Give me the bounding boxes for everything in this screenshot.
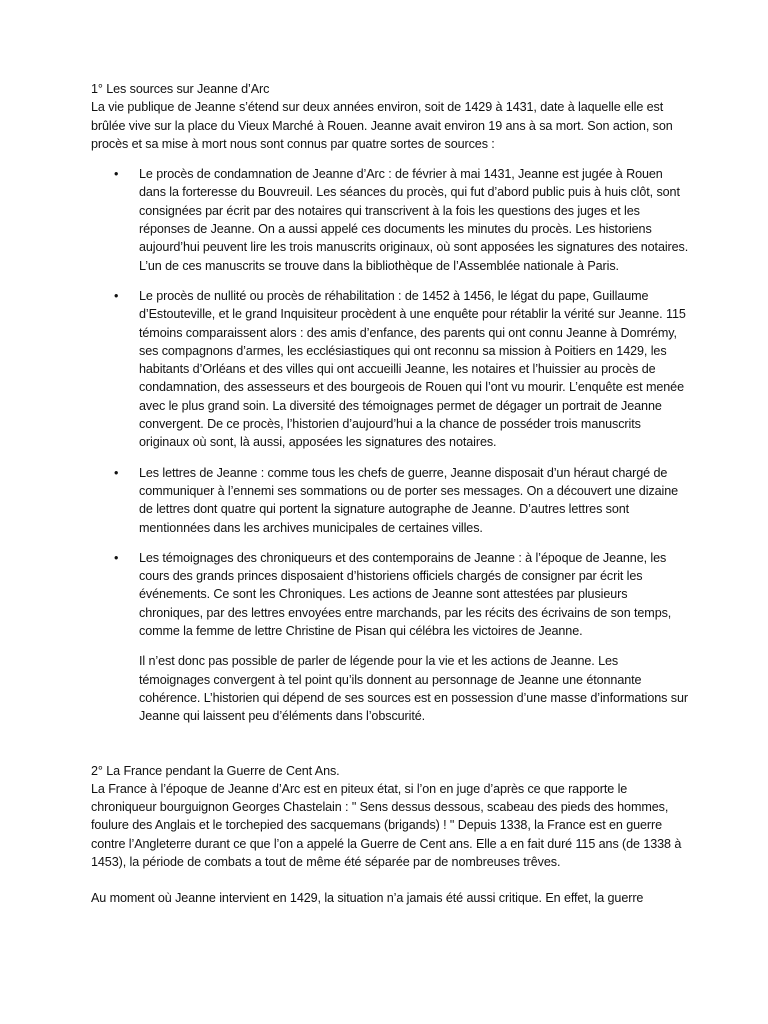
document-page: [91, 80, 689, 908]
bullet-icon: •: [114, 288, 119, 303]
sources-list: [91, 165, 689, 640]
section-2-paragraph-2: Au moment où Jeanne intervient en 1429, la situation n’a jamais été aussi critique. En effet, la guerre: [91, 891, 644, 906]
list-item: [91, 165, 689, 275]
bullet-icon: •: [114, 465, 119, 480]
section-2: [91, 762, 689, 908]
section-2-heading: 2° La France pendant la Guerre de Cent Ans.: [91, 763, 340, 778]
section-2-paragraph-1: La France à l’époque de Jeanne d’Arc est en piteux état, si l’on en juge d’après ce que rapporte le chroniqueur bourguignon Georges Chastelain : " Sens dessus dessous, scabeau des pieds des hommes, foulure des Anglais et le torchepied des sacquemans (brigands) ! " Depuis 1338, la France est en guerre contre l’Angleterre durant ce que l’on a appelé la Guerre de Cent ans. Elle a en fait duré 115 ans (de 1338 à 1453), la période de combats a tout de même été séparée par de nombreuses trêves.: [91, 781, 682, 869]
list-item: [91, 287, 689, 452]
list-item: [91, 464, 689, 537]
section-1-intro: La vie publique de Jeanne s’étend sur deux années environ, soit de 1429 à 1431, date à laquelle elle est brûlée vive sur la place du Vieux Marché à Rouen. Jeanne avait environ 19 ans à sa mort. Son action, son procès et sa mise à mort nous sont connus par quatre sortes de sources :: [91, 100, 673, 151]
list-item: [91, 549, 689, 640]
bullet-icon: •: [114, 550, 119, 565]
bullet-icon: •: [114, 167, 119, 182]
section-1-heading: 1° Les sources sur Jeanne d’Arc: [91, 82, 270, 96]
list-item-text: Le procès de nullité ou procès de réhabilitation : de 1452 à 1456, le légat du pape, Guillaume d’Estouteville, et le grand Inquisiteur procèdent à une enquête pour rétablir la vérité sur Jeanne. 115 témoins comparaissent alors : des amis d’enfance, des parents qui ont connu Jeanne à Domrémy, ses compagnons d’armes, les ecclésiastiques qui ont reconnu sa mission à Poitiers en 1429, les habitants d’Orléans et des villes qui ont accueilli Jeanne, les notaires et l’huissier au procès de condamnation, des assesseurs et des bourgeois de Rouen qui l’ont vu mourir. L’enquête est menée avec le plus grand soin. La diversité des témoignages permet de dégager un portrait de Jeanne convergent. De ce procès, l’historien d’aujourd’hui a la chance de posséder trois manuscrits originaux où sont, là aussi, apposées les signatures des notaires.: [139, 288, 686, 450]
section-1-conclusion: Il n’est donc pas possible de parler de légende pour la vie et les actions de Jeanne. Les témoignages convergent à tel point qu’ils donnent au personnage de Jeanne une étonnante cohérence. L’historien qui dépend de ses sources est en possession d’une masse d’informations sur Jeanne qui laissent peu d’éléments dans l’obscurité.: [139, 654, 688, 724]
list-item-text: Les témoignages des chroniqueurs et des contemporains de Jeanne : à l’époque de Jeanne, les cours des grands princes disposaient d’historiens officiels chargés de consigner par écrit les événements. Ce sont les Chroniques. Les actions de Jeanne sont attestées par plusieurs chroniques, par des lettres envoyées entre marchands, par les récits des écrivains de son temps, comme la femme de lettre Christine de Pisan qui célébra les victoires de Jeanne.: [139, 550, 672, 639]
list-item-text: Le procès de condamnation de Jeanne d’Arc : de février à mai 1431, Jeanne est jugée à Rouen dans la forteresse du Bouvreuil. Les séances du procès, qui fut d’abord public puis à huis clôt, sont consignées par écrit par des notaires qui transcrivent à la fois les questions des juges et les réponses de Jeanne. On a aussi appelé ces documents les minutes du procès. Les historiens aujourd’hui peuvent lire les trois manuscrits originaux, où sont apposées les signatures des notaires. L’un de ces manuscrits se trouve dans la bibliothèque de l’Assemblée nationale à Paris.: [139, 167, 689, 273]
list-item-text: Les lettres de Jeanne : comme tous les chefs de guerre, Jeanne disposait d’un héraut chargé de communiquer à l’ennemi ses sommations ou de porter ses messages. On a découvert une dizaine de lettres dont quatre qui portent la signature autographe de Jeanne. D’autres lettres sont mentionnées dans les archives municipales de certaines villes.: [139, 465, 679, 535]
